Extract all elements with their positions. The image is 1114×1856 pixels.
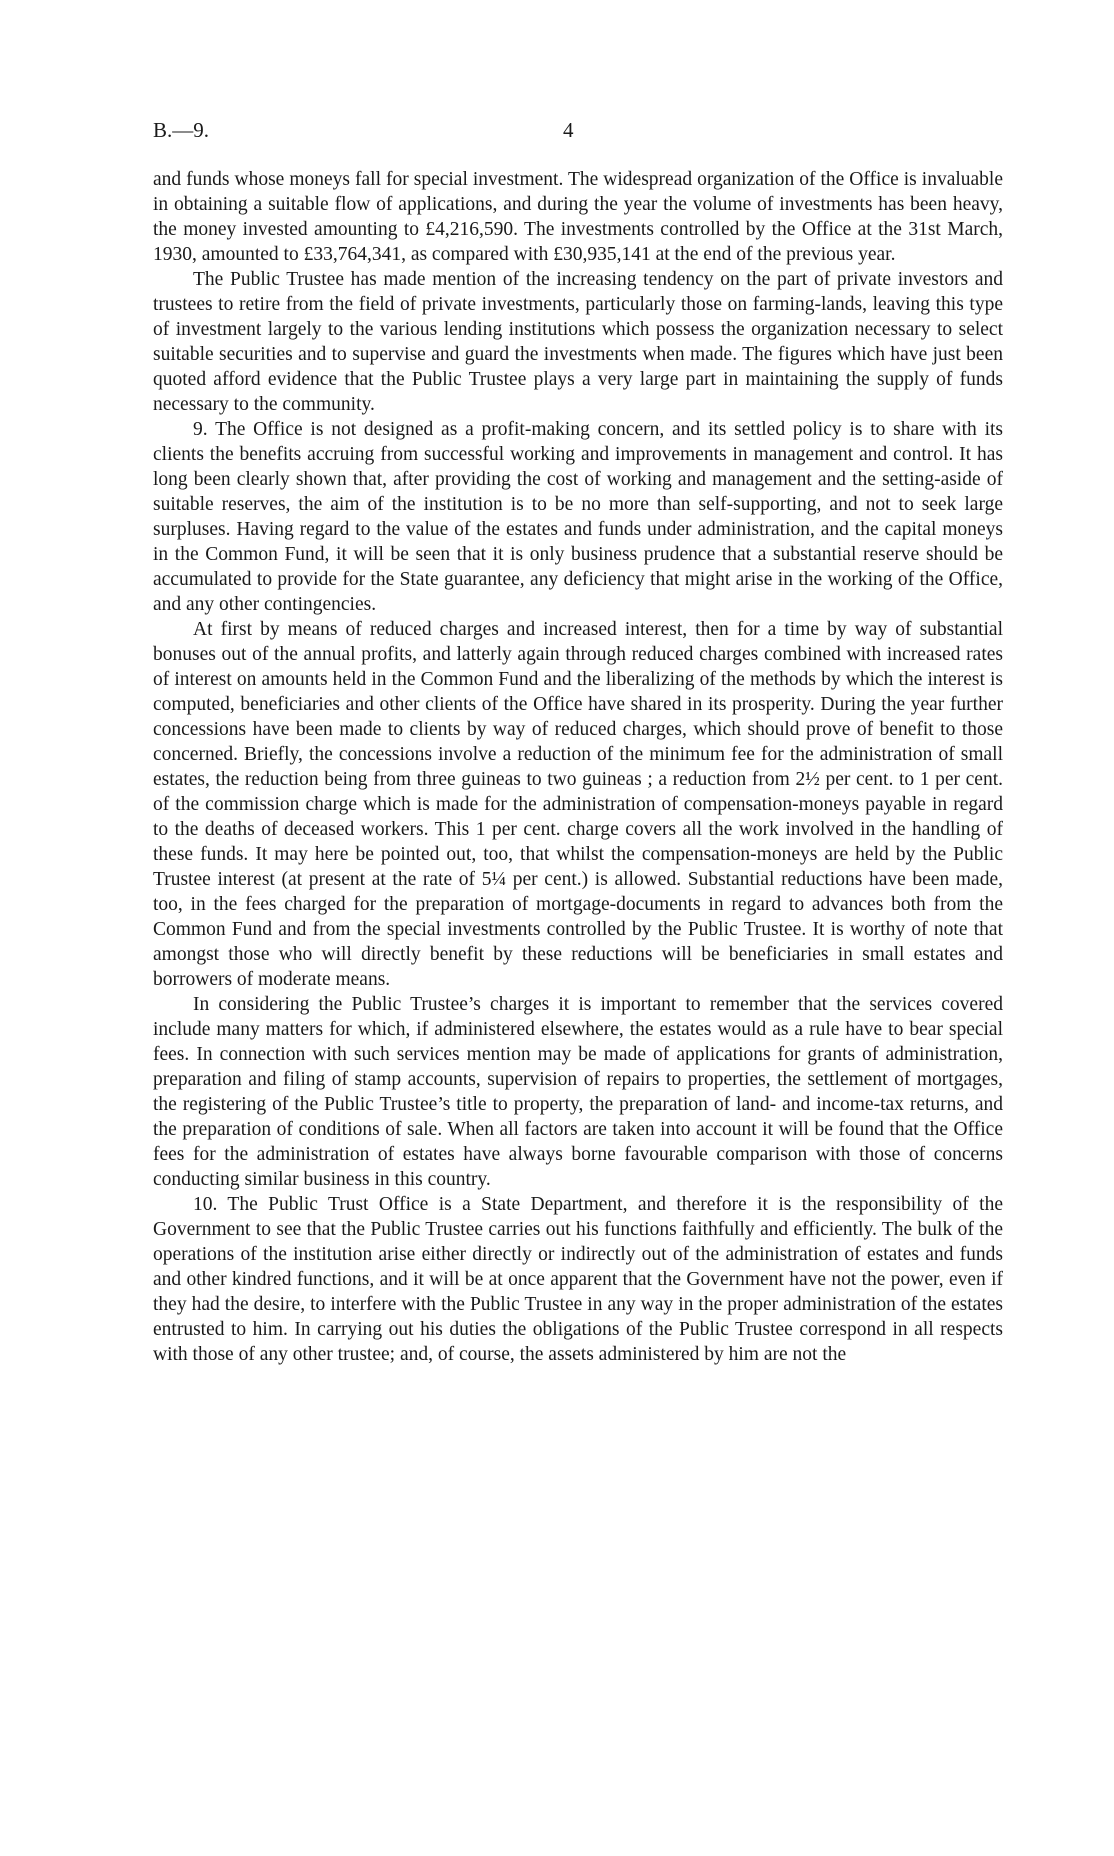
document-reference: B.—9. [153,118,210,142]
page-header [153,118,1003,148]
paragraph-charges: In considering the Public Trustee’s charges it is important to remember that the services covered include many matters for which, if administered elsewhere, the estates would as a rule have to bear special fees. In connection with such services mention may be made of applications for grants of administration, preparation and filing of stamp accounts, supervision of repairs to properties, the settlement of mortgages, the registering of the Public Trustee’s title to property, the preparation of land- and income-tax returns, and the preparation of conditions of sale. When all factors are taken into account it will be found that the Office fees for the administration of estates have always borne favourable comparison with those of concerns conducting similar business in this country. [153,994,1003,1190]
page-number: 4 [563,118,574,142]
paragraph-public-trustee-tendency: The Public Trustee has made mention of the increasing tendency on the part of private investors and trustees to retire from the field of private investments, particularly those on farming-lands, leaving this type of investment largely to the various lending institutions which possess the organization necessary to select suitable securities and to supervise and guard the investments when made. The figures which have just been quoted afford evidence that the Public Trustee plays a very large part in maintaining the supply of funds necessary to the community. [153,269,1003,415]
body-text [153,167,1003,1367]
paragraph-continued: and funds whose moneys fall for special investment. The widespread organization of the Office is invaluable in obtaining a suitable flow of applications, and during the year the volume of investments has been heavy, the money invested amounting to £4,216,590. The investments controlled by the Office at the 31st March, 1930, amounted to £33,764,341, as compared with £30,935,141 at the end of the previous year. [153,169,1003,265]
paragraph-concessions: At first by means of reduced charges and increased interest, then for a time by way of substantial bonuses out of the annual profits, and latterly again through reduced charges combined with increased rates of interest on amounts held in the Common Fund and the liberalizing of the methods by which the interest is computed, beneficiaries and other clients of the Office have shared in its prosperity. During the year further concessions have been made to clients by way of reduced charges, which should prove of benefit to those concerned. Briefly, the concessions involve a reduction of the minimum fee for the administration of small estates, the reduction being from three guineas to two guineas ; a reduction from 2½ per cent. to 1 per cent. of the commission charge which is made for the administration of compensation-moneys payable in regard to the deaths of deceased workers. This 1 per cent. charge covers all the work involved in the handling of these funds. It may here be pointed out, too, that whilst the compensation-moneys are held by the Public Trustee interest (at present at the rate of 5¼ per cent.) is allowed. Substantial reductions have been made, too, in the fees charged for the preparation of mortgage-documents in regard to advances both from the Common Fund and from the special investments controlled by the Public Trustee. It is worthy of note that amongst those who will directly benefit by these reductions will be beneficiaries in small estates and borrowers of moderate means. [153,619,1003,990]
paragraph-section-9: 9. The Office is not designed as a profit-making concern, and its settled policy is to share with its clients the benefits accruing from successful working and improvements in management and control. It has long been clearly shown that, after providing the cost of working and management and the setting-aside of suitable reserves, the aim of the institution is to be no more than self-supporting, and not to seek large surpluses. Having regard to the value of the estates and funds under administration, and the capital moneys in the Common Fund, it will be seen that it is only business prudence that a substantial reserve should be accumulated to provide for the State guarantee, any deficiency that might arise in the working of the Office, and any other contingencies. [153,419,1003,615]
paragraph-section-10: 10. The Public Trust Office is a State Department, and therefore it is the responsibility of the Government to see that the Public Trustee carries out his functions faithfully and efficiently. The bulk of the operations of the institution arise either directly or indirectly out of the administration of estates and funds and other kindred functions, and it will be at once apparent that the Government have not the power, even if they had the desire, to interfere with the Public Trustee in any way in the proper administration of the estates entrusted to him. In carrying out his duties the obligations of the Public Trustee correspond in all respects with those of any other trustee; and, of course, the assets administered by him are not the [153,1194,1003,1365]
